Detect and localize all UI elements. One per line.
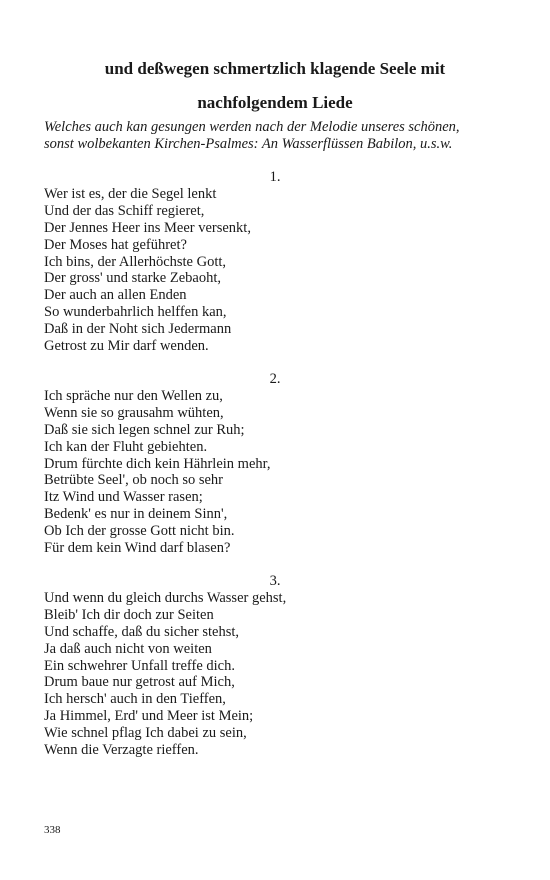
page-number: 338 <box>44 824 61 836</box>
stanza-number: 1. <box>269 169 281 185</box>
verse-line: Itz Wind und Wasser rasen; <box>44 489 203 506</box>
title-line-1: und deßwegen schmertzlich klagende Seele mit <box>104 59 446 78</box>
verse-line: So wunderbahrlich helffen kan, <box>44 304 227 321</box>
verse-line: Ja Himmel, Erd' und Meer ist Mein; <box>44 708 254 725</box>
verse-line: Der Jennes Heer ins Meer versenkt, <box>44 219 251 236</box>
verse-line: Bleib' Ich dir doch zur Seiten <box>44 606 214 623</box>
verse-line: Ein schwehrer Unfall treffe dich. <box>44 657 235 674</box>
verse-line: Ich bins, der Allerhöchste Gott, <box>44 253 227 270</box>
verse-line: Wenn die Verzagte rieffen. <box>44 742 199 759</box>
verse-line: Daß in der Noht sich Jedermann <box>44 321 232 338</box>
verse-line: Für dem kein Wind darf blasen? <box>44 540 231 557</box>
verse-line: Wer ist es, der die Segel lenkt <box>44 186 217 202</box>
stanza-number: 2. <box>269 371 281 387</box>
verse-line: Ja daß auch nicht von weiten <box>44 640 212 657</box>
verse-line: Ich kan der Fluht gebiehten. <box>44 438 208 455</box>
verse-line: Drum fürchte dich kein Hährlein mehr, <box>44 455 271 472</box>
verse-line: Wenn sie so grausahm wühten, <box>44 404 224 421</box>
verse-line: Ob Ich der grosse Gott nicht bin. <box>44 523 235 540</box>
verse-line: Betrübte Seel', ob noch so sehr <box>44 472 223 489</box>
melody-note-line-1: Welches auch kan gesungen werden nach der Melodie unseres schönen, <box>44 119 460 135</box>
verse-line: Wie schnel pflag Ich dabei zu sein, <box>44 725 247 742</box>
title-line-2: nachfolgendem Liede <box>197 93 353 112</box>
verse-line: Bedenk' es nur in deinem Sinn', <box>44 506 228 523</box>
verse-line: Der gross' und starke Zebaoht, <box>44 270 221 287</box>
verse-line: Daß sie sich legen schnel zur Ruh; <box>44 421 245 438</box>
verse-line: Und schaffe, daß du sicher stehst, <box>44 623 240 640</box>
melody-note <box>44 119 514 153</box>
verse-line: Der auch an allen Enden <box>44 287 187 304</box>
verse-line: Drum baue nur getrost auf Mich, <box>44 674 235 691</box>
verse-line: Ich spräche nur den Wellen zu, <box>44 388 223 404</box>
stanza-3 <box>44 573 506 759</box>
verse-line: Ich hersch' auch in den Tieffen, <box>44 691 226 708</box>
verse-line: Der Moses hat geführet? <box>44 236 187 253</box>
verse-line: Und wenn du gleich durchs Wasser gehst, <box>44 590 287 606</box>
stanza-1 <box>44 169 506 355</box>
stanza-2 <box>44 371 506 557</box>
melody-note-line-2: sonst wolbekanten Kirchen-Psalmes: An Wasserflüssen Babilon, u.s.w. <box>44 136 453 152</box>
verse-line: Getrost zu Mir darf wenden. <box>44 338 209 355</box>
stanza-number: 3. <box>269 573 281 589</box>
verse-line: Und der das Schiff regieret, <box>44 202 205 219</box>
